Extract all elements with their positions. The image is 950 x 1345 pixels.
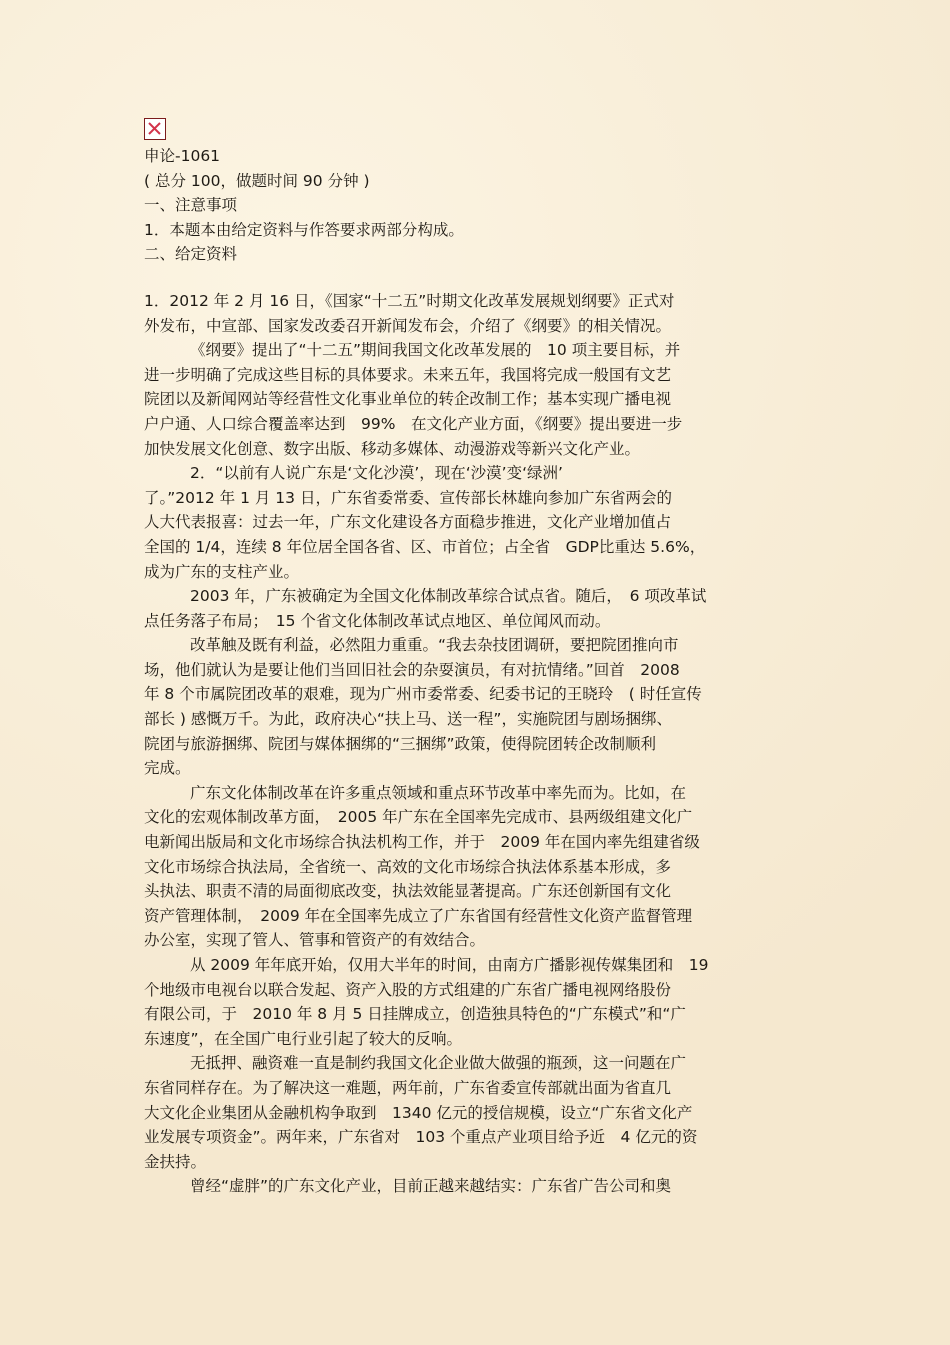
- text-line: 从 2009 年年底开始，仅用大半年的时间，由南方广播影视传媒集团和 19: [190, 956, 709, 974]
- text-line: 无抵押、融资难一直是制约我国文化企业做大做强的瓶颈，这一问题在广: [190, 1054, 687, 1073]
- text-line: 户户通、人口综合覆盖率达到 99% 在文化产业方面，《纲要》提出要进一步: [144, 414, 683, 433]
- text-line: 头执法、职责不清的局面彻底改变，执法效能显著提高。广东还创新国有文化: [144, 882, 672, 901]
- text-line: 完成。: [144, 759, 191, 778]
- text-line: 2．“以前有人说广东是‘文化沙漠’，现在‘沙漠’变‘绿洲’: [190, 464, 563, 483]
- text-line: 东省同样存在。为了解决这一难题，两年前，广东省委宣传部就出面为省直几: [144, 1078, 672, 1097]
- text-line: 资产管理体制， 2009 年在全国率先成立了广东省国有经营性文化资产监督管理: [144, 906, 693, 925]
- text-line: 加快发展文化创意、数字出版、移动多媒体、动漫游戏等新兴文化产业。: [144, 439, 641, 458]
- text-line: 成为广东的支柱产业。: [144, 562, 300, 581]
- material-text: [144, 289, 804, 1199]
- text-line: 业发展专项资金”。两年来，广东省对 103 个重点产业项目给予近 4 亿元的资: [144, 1128, 698, 1147]
- text-line: 了。”2012 年 1 月 13 日，广东省委常委、宣传部长林雄向参加广东省两会的: [144, 488, 672, 507]
- text-line: 点任务落子布局； 15 个省文化体制改革试点地区、单位闻风而动。: [144, 611, 611, 630]
- section-heading-materials: 二、给定资料: [144, 245, 238, 264]
- text-line: 年 8 个市属院团改革的艰难，现为广州市委常委、纪委书记的王晓玲 ( 时任宣传: [144, 685, 702, 704]
- text-line: 金扶持。: [144, 1152, 207, 1171]
- section-heading-notes: 一、注意事项: [144, 196, 238, 215]
- text-line: 《纲要》提出了“十二五”期间我国文化改革发展的 10 项主要目标，并: [190, 341, 681, 360]
- note-item: 1．本题本由给定资料与作答要求两部分构成。: [144, 220, 464, 239]
- text-line: 办公室，实现了管人、管事和管资产的有效结合。: [144, 931, 486, 950]
- exam-info: ( 总分 100，做题时间 90 分钟 ): [144, 171, 370, 190]
- text-line: 电新闻出版局和文化市场综合执法机构工作，并于 2009 年在国内率先组建省级: [144, 833, 700, 852]
- doc-title: 申论-1061: [144, 147, 221, 165]
- document-page: [144, 118, 804, 1199]
- text-line: 东速度”，在全国广电行业引起了较大的反响。: [144, 1029, 463, 1048]
- text-line: 文化市场综合执法局，全省统一、高效的文化市场综合执法体系基本形成，多: [144, 857, 672, 876]
- text-line: 部长 ) 感慨万千。为此，政府决心“扶上马、送一程”，实施院团与剧场捆绑、: [144, 710, 672, 729]
- text-line: 个地级市电视台以联合发起、资产入股的方式组建的广东省广播电视网络股份: [144, 980, 672, 999]
- text-line: 全国的 1/4，连续 8 年位居全国各省、区、市首位；占全省 GDP比重达 5.6%，: [144, 537, 706, 556]
- text-line: 院团与旅游捆绑、院团与媒体捆绑的“三捆绑”政策，使得院团转企改制顺利: [144, 734, 657, 753]
- text-line: 曾经“虚胖”的广东文化产业，目前正越来越结实：广东省广告公司和奥: [190, 1177, 672, 1196]
- broken-image-icon: [144, 118, 166, 140]
- text-line: 2003 年，广东被确定为全国文化体制改革综合试点省。随后， 6 项改革试: [190, 587, 707, 606]
- text-line: 有限公司，于 2010 年 8 月 5 日挂牌成立，创造独具特色的“广东模式”和“广: [144, 1005, 686, 1024]
- text-line: 外发布，中宣部、国家发改委召开新闻发布会，介绍了《纲要》的相关情况。: [144, 316, 672, 335]
- text-line: 1．2012 年 2 月 16 日，《国家“十二五”时期文化改革发展规划纲要》正式对: [144, 291, 675, 310]
- text-line: 院团以及新闻网站等经营性文化事业单位的转企改制工作；基本实现广播电视: [144, 390, 672, 409]
- text-line: 进一步明确了完成这些目标的具体要求。未来五年，我国将完成一般国有文艺: [144, 365, 672, 384]
- text-line: 文化的宏观体制改革方面， 2005 年广东在全国率先完成市、县两级组建文化广: [144, 808, 693, 827]
- text-line: 改革触及既有利益，必然阻力重重。“我去杂技团调研，要把院团推向市: [190, 636, 679, 655]
- text-line: 大文化企业集团从金融机构争取到 1340 亿元的授信规模，设立“广东省文化产: [144, 1103, 693, 1122]
- text-line: 人大代表报喜：过去一年，广东文化建设各方面稳步推进，文化产业增加值占: [144, 513, 672, 532]
- text-line: 场，他们就认为是要让他们当回旧社会的杂耍演员，有对抗情绪。”回首 2008: [144, 660, 680, 679]
- text-line: 广东文化体制改革在许多重点领域和重点环节改革中率先而为。比如，在: [190, 783, 687, 802]
